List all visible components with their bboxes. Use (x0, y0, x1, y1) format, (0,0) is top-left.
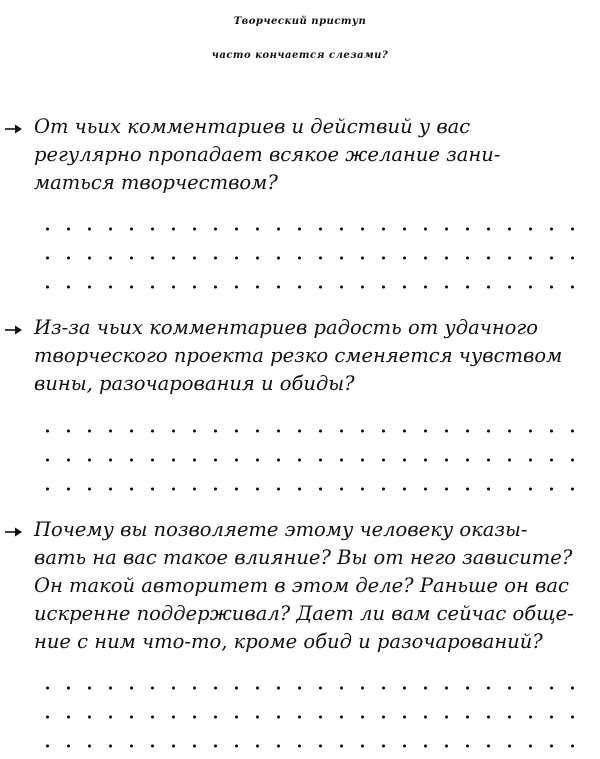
page-title-line-2: часто кончается слезами? (211, 50, 389, 61)
question-text-line: Из-за чьих комментариев радость от удачного (34, 316, 539, 339)
question-text-line: Он такой авторитет в этом деле? Раньше он вас (34, 574, 569, 597)
question-text-line: творческого проекта резко сменяется чувством (34, 344, 563, 367)
question-text-line: От чьих комментариев и действий у вас (34, 115, 471, 138)
answer-dotted-line[interactable] (37, 428, 582, 434)
question-text-line: Почему вы позволяете этому человеку оказы- (34, 518, 528, 541)
question-text-line: регулярно пропадает всякое желание зани- (34, 143, 501, 166)
arrow-right-icon (4, 323, 24, 337)
answer-dotted-line[interactable] (37, 685, 582, 691)
question-text-line: маться творчеством? (34, 171, 278, 194)
page-title-line-1: Творческий приступ (233, 16, 367, 27)
answer-dotted-line[interactable] (37, 714, 582, 720)
answer-dotted-line[interactable] (37, 486, 582, 492)
answer-dotted-line[interactable] (37, 743, 582, 749)
answer-dotted-line[interactable] (37, 457, 582, 463)
question-text-line: вины, разочарования и обиды? (34, 372, 355, 395)
answer-dotted-line[interactable] (37, 226, 582, 232)
answer-dotted-line[interactable] (37, 255, 582, 261)
arrow-right-icon (4, 122, 24, 136)
question-text-line: искренне поддерживал? Дает ли вам сейчас обще- (34, 602, 574, 625)
question-text-line: ние с ним что-то, кроме обид и разочарований? (34, 630, 543, 653)
answer-dotted-line[interactable] (37, 284, 582, 290)
arrow-right-icon (4, 525, 24, 539)
question-text-line: вать на вас такое влияние? Вы от него зависите? (34, 546, 573, 569)
